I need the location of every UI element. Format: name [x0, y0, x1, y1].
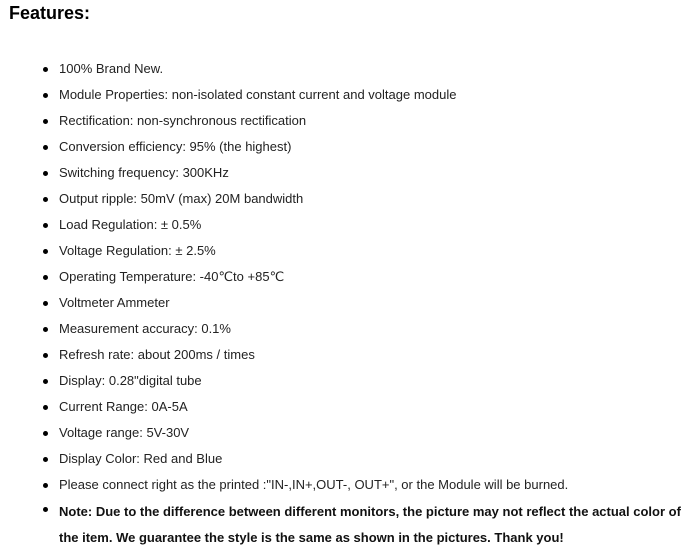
- feature-text: Module Properties: non-isolated constant current and voltage module: [59, 87, 457, 102]
- bullet-dot-icon: [43, 457, 48, 462]
- feature-item: [0, 215, 685, 241]
- feature-item: [0, 111, 685, 137]
- bullet-dot-icon: [43, 405, 48, 410]
- bullet-dot-icon: [43, 379, 48, 384]
- bullet-dot-icon: [43, 327, 48, 332]
- feature-item: [0, 423, 685, 449]
- feature-item: [0, 397, 685, 423]
- feature-text: Measurement accuracy: 0.1%: [59, 321, 231, 336]
- bullet-dot-icon: [43, 507, 48, 512]
- feature-item: [0, 475, 685, 501]
- feature-text: Load Regulation: ± 0.5%: [59, 217, 202, 232]
- feature-item: [0, 137, 685, 163]
- bullet-dot-icon: [43, 275, 48, 280]
- feature-text: Switching frequency: 300KHz: [59, 165, 229, 180]
- feature-item: [0, 293, 685, 319]
- bullet-dot-icon: [43, 119, 48, 124]
- feature-item: [0, 319, 685, 345]
- bullet-dot-icon: [43, 301, 48, 306]
- feature-text: Current Range: 0A-5A: [59, 399, 188, 414]
- feature-item: [0, 345, 685, 371]
- feature-text: Voltage range: 5V-30V: [59, 425, 190, 440]
- feature-item: [0, 449, 685, 475]
- bullet-dot-icon: [43, 67, 48, 72]
- feature-text: Voltmeter Ammeter: [59, 295, 170, 310]
- features-list: [0, 59, 685, 501]
- bullet-dot-icon: [43, 431, 48, 436]
- feature-text: 100% Brand New.: [59, 61, 164, 76]
- bullet-dot-icon: [43, 249, 48, 254]
- bullet-dot-icon: [43, 223, 48, 228]
- feature-item: [0, 371, 685, 397]
- note-text: Note: Due to the difference between different monitors, the picture may not reflect the actual color of the item. We guarantee the style is the same as shown in the pictures. Thank you!: [59, 504, 681, 545]
- feature-item: [0, 163, 685, 189]
- bullet-dot-icon: [43, 145, 48, 150]
- features-heading: Features:: [9, 3, 91, 23]
- bullet-dot-icon: [43, 353, 48, 358]
- bullet-dot-icon: [43, 93, 48, 98]
- bullet-dot-icon: [43, 171, 48, 176]
- feature-item: [0, 85, 685, 111]
- feature-item: [0, 189, 685, 215]
- bullet-dot-icon: [43, 483, 48, 488]
- feature-text: Display Color: Red and Blue: [59, 451, 223, 466]
- feature-text: Output ripple: 50mV (max) 20M bandwidth: [59, 191, 304, 206]
- feature-text: Operating Temperature: -40℃to +85℃: [59, 269, 285, 284]
- feature-text: Refresh rate: about 200ms / times: [59, 347, 255, 362]
- feature-text: Voltage Regulation: ± 2.5%: [59, 243, 216, 258]
- bullet-dot-icon: [43, 197, 48, 202]
- feature-item: [0, 267, 685, 293]
- feature-item: [0, 241, 685, 267]
- feature-text: Display: 0.28"digital tube: [59, 373, 202, 388]
- feature-text: Conversion efficiency: 95% (the highest): [59, 139, 292, 154]
- feature-item: [0, 59, 685, 85]
- feature-text: Please connect right as the printed :"IN-,IN+,OUT-, OUT+", or the Module will be burned.: [59, 477, 569, 492]
- feature-text: Rectification: non-synchronous rectification: [59, 113, 307, 128]
